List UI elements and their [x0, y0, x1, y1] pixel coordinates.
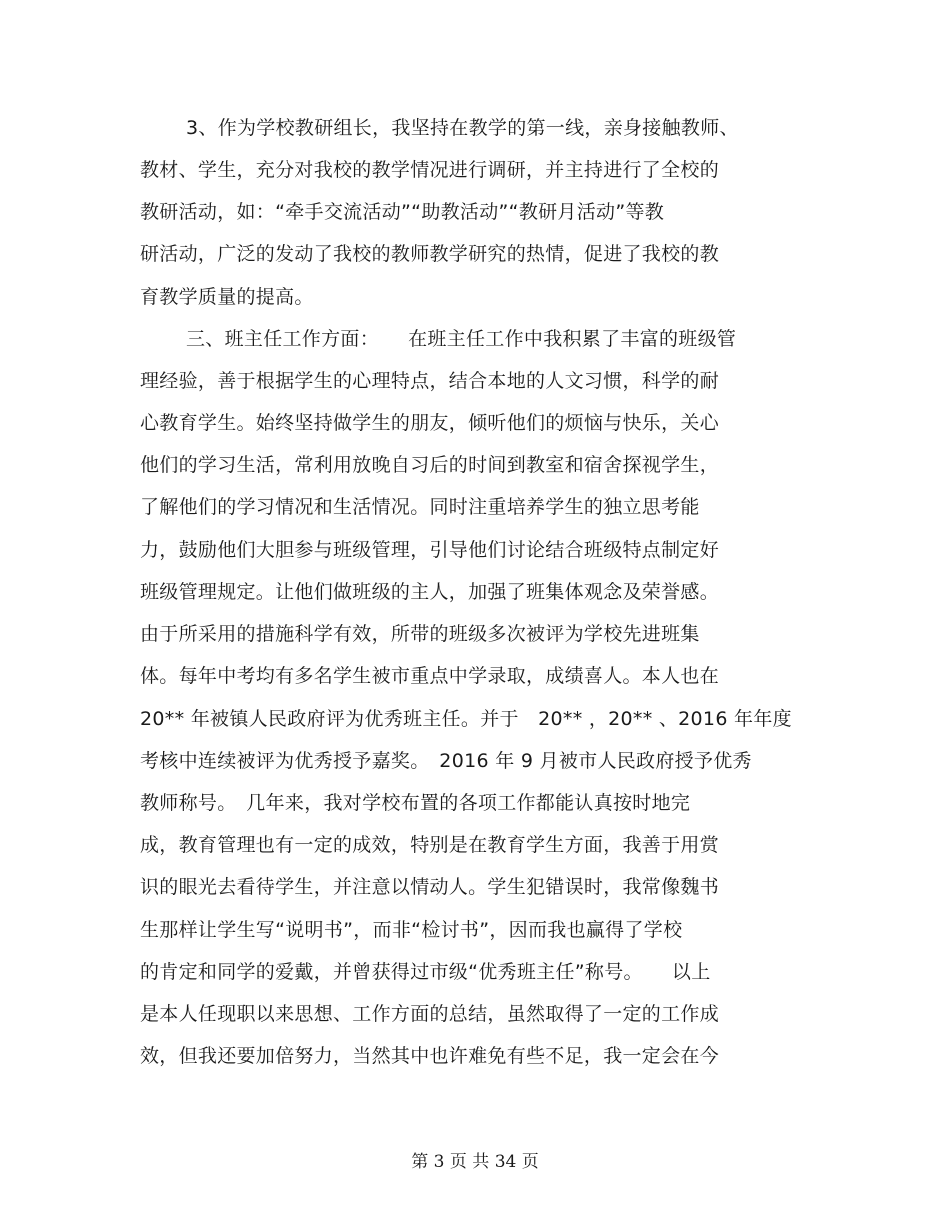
text-line: 研活动，广泛的发动了我校的教师教学研究的热情，促进了我校的教	[140, 243, 720, 265]
text-line: 了解他们的学习情况和生活情况。同时注重培养学生的独立思考能	[140, 496, 700, 518]
text-line: 教材、学生，充分对我校的教学情况进行调研，并主持进行了全校的	[140, 159, 720, 181]
text-line: 他们的学习生活，常利用放晚自习后的时间到教室和宿舍探视学生，	[140, 454, 720, 476]
text-line: 三、班主任工作方面： 在班主任工作中我积累了丰富的班级管	[186, 328, 737, 350]
text-line: 班级管理规定。让他们做班级的主人，加强了班集体观念及荣誉感。	[140, 581, 720, 603]
text-line: 力，鼓励他们大胆参与班级管理，引导他们讨论结合班级特点制定好	[140, 539, 720, 561]
text-line: 的肯定和同学的爱戴，并曾获得过市级“优秀班主任”称号。 以上	[140, 961, 711, 983]
page-number-footer: 第 3 页 共 34 页	[411, 1152, 539, 1172]
text-line: 理经验，善于根据学生的心理特点，结合本地的人文习惯，科学的耐	[140, 370, 720, 392]
text-line: 育教学质量的提高。	[140, 286, 314, 308]
text-line: 体。每年中考均有多名学生被市重点中学录取，成绩喜人。本人也在	[140, 665, 720, 687]
text-line: 生那样让学生写“说明书”，而非“检讨书”，因而我也赢得了学校	[140, 919, 683, 941]
text-line: 3、作为学校教研组长，我坚持在教学的第一线，亲身接触教师、	[186, 117, 739, 139]
text-line: 效，但我还要加倍努力，当然其中也许难免有些不足，我一定会在今	[140, 1045, 720, 1067]
text-line: 教师称号。 几年来，我对学校布置的各项工作都能认真按时地完	[140, 792, 691, 814]
text-line: 教研活动，如：“牵手交流活动”“助教活动”“教研月活动”等教	[140, 201, 665, 223]
text-line: 识的眼光去看待学生，并注意以情动人。学生犯错误时，我常像魏书	[140, 876, 720, 898]
text-line: 心教育学生。始终坚持做学生的朋友，倾听他们的烦恼与快乐，关心	[140, 412, 720, 434]
text-line: 由于所采用的措施科学有效，所带的班级多次被评为学校先进班集	[140, 623, 700, 645]
text-line: 考核中连续被评为优秀授予嘉奖。 2016 年 9 月被市人民政府授予优秀	[140, 750, 752, 772]
text-line: 20** 年被镇人民政府评为优秀班主任。并于 20** ，20** 、2016 年年度	[140, 708, 792, 730]
text-line: 是本人任现职以来思想、工作方面的总结，虽然取得了一定的工作成	[140, 1003, 720, 1025]
text-line: 成，教育管理也有一定的成效，特别是在教育学生方面，我善于用赏	[140, 834, 720, 856]
